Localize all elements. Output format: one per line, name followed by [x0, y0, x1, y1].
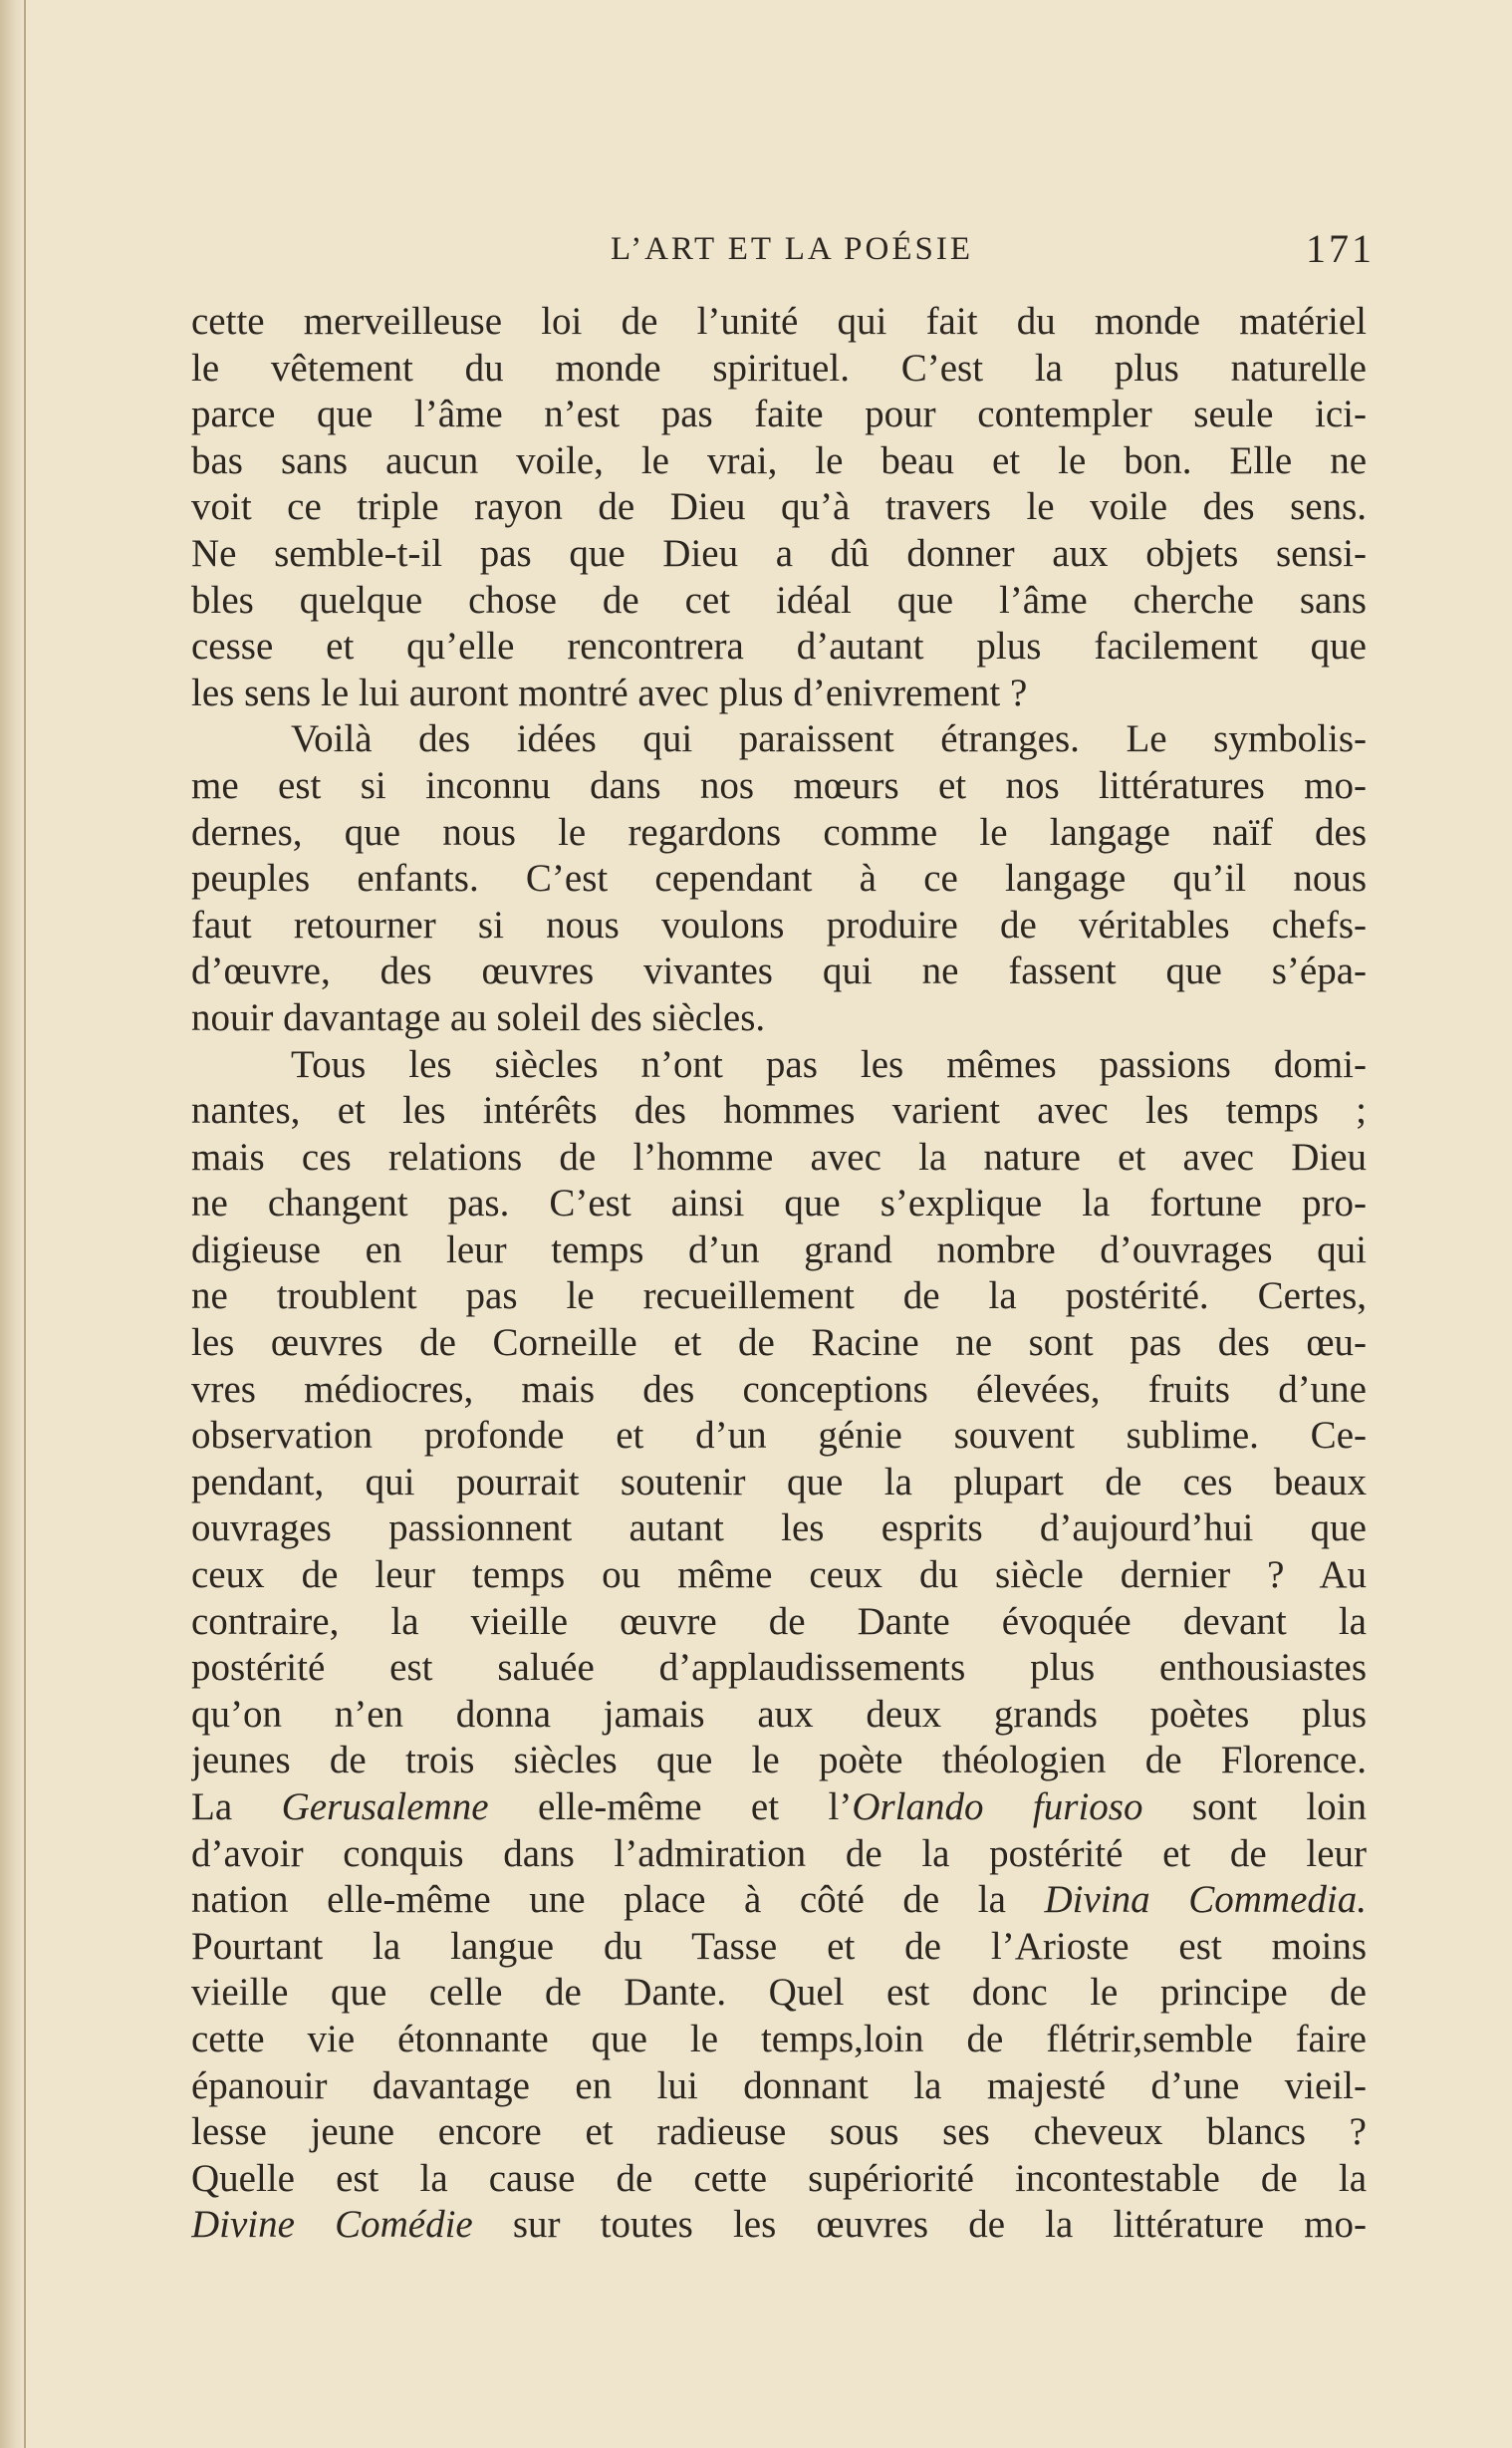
text-segment: me est si inconnu dans nos mœurs et nos littératures mo- [191, 763, 1367, 807]
text-segment: Tous les siècles n’ont pas les mêmes passions domi- [291, 1042, 1367, 1086]
text-segment: Voilà des idées qui paraissent étranges. Le symbolis- [291, 717, 1367, 761]
text-line [191, 763, 1367, 810]
text-line [191, 2063, 1367, 2110]
text-line [191, 1599, 1367, 1646]
text-segment: cette vie étonnante que le temps,loin de flétrir,semble faire [191, 2017, 1367, 2060]
text-line [191, 1413, 1367, 1460]
italic-title: Gerusalemne [281, 1785, 489, 1828]
text-line [191, 1552, 1367, 1599]
text-line [191, 1970, 1367, 2017]
italic-title: Orlando furioso [852, 1785, 1143, 1828]
text-segment: pendant, qui pourrait soutenir que la plupart de ces beaux [191, 1460, 1367, 1503]
text-segment: ouvrages passionnent autant les esprits d’aujourd’hui que [191, 1506, 1367, 1550]
text-line [191, 438, 1367, 485]
text-segment: bles quelque chose de cet idéal que l’âme cherche sans [191, 578, 1367, 622]
text-segment: nantes, et les intérêts des hommes varient avec les temps ; [191, 1089, 1367, 1133]
text-segment: vieille que celle de Dante. Quel est donc le principe de [191, 1971, 1367, 2015]
text-segment: postérité est saluée d’applaudissements plus enthousiastes [191, 1646, 1367, 1690]
text-segment: elle-même et l’ [488, 1785, 853, 1828]
text-line [191, 1042, 1367, 1089]
text-segment: observation profonde et d’un génie souvent sublime. Ce- [191, 1414, 1367, 1458]
text-segment: ceux de leur temps ou même ceux du siècle dernier ? Au [191, 1553, 1367, 1597]
text-segment: lesse jeune encore et radieuse sous ses cheveux blancs ? [191, 2110, 1367, 2154]
text-line [191, 2109, 1367, 2156]
text-segment: bas sans aucun voile, le vrai, le beau et le bon. Elle ne [191, 438, 1367, 482]
text-segment: cesse et qu’elle rencontrera d’autant plus facilement que [191, 625, 1367, 669]
text-segment: voit ce triple rayon de Dieu qu’à travers le voile des sens. [191, 485, 1367, 529]
text-line [191, 2156, 1367, 2203]
page-gutter [0, 0, 26, 2448]
text-line [191, 1831, 1367, 1878]
text-segment: sur toutes les œuvres de la littérature mo- [472, 2203, 1367, 2247]
page-number: 171 [1306, 226, 1375, 271]
text-segment: qu’on n’en donna jamais aux deux grands poètes plus [191, 1692, 1367, 1736]
text-line [191, 1645, 1367, 1692]
text-segment: sont loin [1142, 1785, 1367, 1828]
text-segment: nouir davantage au soleil des siècles. [191, 995, 766, 1039]
text-segment: parce que l’âme n’est pas faite pour contempler seule ici- [191, 393, 1367, 436]
text-segment: nation elle-même une place à côté de la [191, 1878, 1045, 1922]
text-line [191, 810, 1367, 857]
text-segment: faut retourner si nous voulons produire de véritables chefs- [191, 903, 1367, 947]
italic-title: Divine Comédie [191, 2203, 473, 2247]
text-line [191, 1227, 1367, 1274]
italic-title: Divina Commedia. [1044, 1878, 1367, 1922]
text-line [191, 1784, 1367, 1831]
text-line [191, 995, 1367, 1042]
text-segment: Ne semble-t-il pas que Dieu a dû donner aux objets sensi- [191, 531, 1367, 575]
text-line [191, 531, 1367, 578]
text-segment: d’œuvre, des œuvres vivantes qui ne fassent que s’épa- [191, 950, 1367, 993]
text-segment: contraire, la vieille œuvre de Dante évoquée devant la [191, 1599, 1367, 1643]
text-line [191, 1273, 1367, 1320]
text-line [191, 716, 1367, 763]
text-segment: ne troublent pas le recueillement de la postérité. Certes, [191, 1274, 1367, 1318]
text-line [191, 1924, 1367, 1971]
text-segment: La [191, 1785, 282, 1828]
text-segment: dernes, que nous le regardons comme le langage naïf des [191, 810, 1367, 854]
text-segment: digieuse en leur temps d’un grand nombre d’ouvrages qui [191, 1227, 1367, 1271]
text-segment: les sens le lui auront montré avec plus d’enivrement ? [191, 671, 1028, 714]
text-line [191, 2202, 1367, 2249]
text-segment: épanouir davantage en lui donnant la majesté d’une vieil- [191, 2063, 1367, 2107]
text-line [191, 1460, 1367, 1506]
binding-edge [24, 0, 26, 2448]
running-head [199, 225, 1385, 285]
text-line [191, 346, 1367, 393]
text-line [191, 1088, 1367, 1135]
text-segment: Quelle est la cause de cette supériorité incontestable de la [191, 2156, 1367, 2200]
text-segment: d’avoir conquis dans l’admiration de la postérité et de leur [191, 1831, 1367, 1875]
running-title: L’ART ET LA POÉSIE [610, 231, 974, 267]
text-line [191, 1505, 1367, 1552]
text-line [191, 949, 1367, 995]
text-segment: le vêtement du monde spirituel. C’est la plus naturelle [191, 346, 1367, 390]
text-segment: Pourtant la langue du Tasse et de l’Arioste est moins [191, 1924, 1367, 1968]
text-line [191, 1181, 1367, 1227]
body-text [191, 299, 1367, 2249]
text-line [191, 1692, 1367, 1739]
text-segment: les œuvres de Corneille et de Racine ne sont pas des œu- [191, 1321, 1367, 1365]
text-segment: mais ces relations de l’homme avec la nature et avec Dieu [191, 1135, 1367, 1179]
text-line [191, 856, 1367, 903]
text-line [191, 299, 1367, 346]
text-line [191, 2017, 1367, 2063]
text-segment: ne changent pas. C’est ainsi que s’explique la fortune pro- [191, 1182, 1367, 1225]
text-line [191, 903, 1367, 950]
text-line [191, 671, 1367, 717]
text-segment: peuples enfants. C’est cependant à ce langage qu’il nous [191, 857, 1367, 901]
text-segment: jeunes de trois siècles que le poète théologien de Florence. [191, 1739, 1367, 1782]
text-line [191, 484, 1367, 531]
text-line [191, 392, 1367, 438]
text-segment: cette merveilleuse loi de l’unité qui fait du monde matériel [191, 300, 1367, 343]
text-line [191, 624, 1367, 671]
text-line [191, 1877, 1367, 1924]
text-line [191, 1367, 1367, 1414]
text-line [191, 1738, 1367, 1784]
text-segment: vres médiocres, mais des conceptions élevées, fruits d’une [191, 1367, 1367, 1411]
text-line [191, 578, 1367, 625]
text-line [191, 1320, 1367, 1367]
text-line [191, 1135, 1367, 1182]
